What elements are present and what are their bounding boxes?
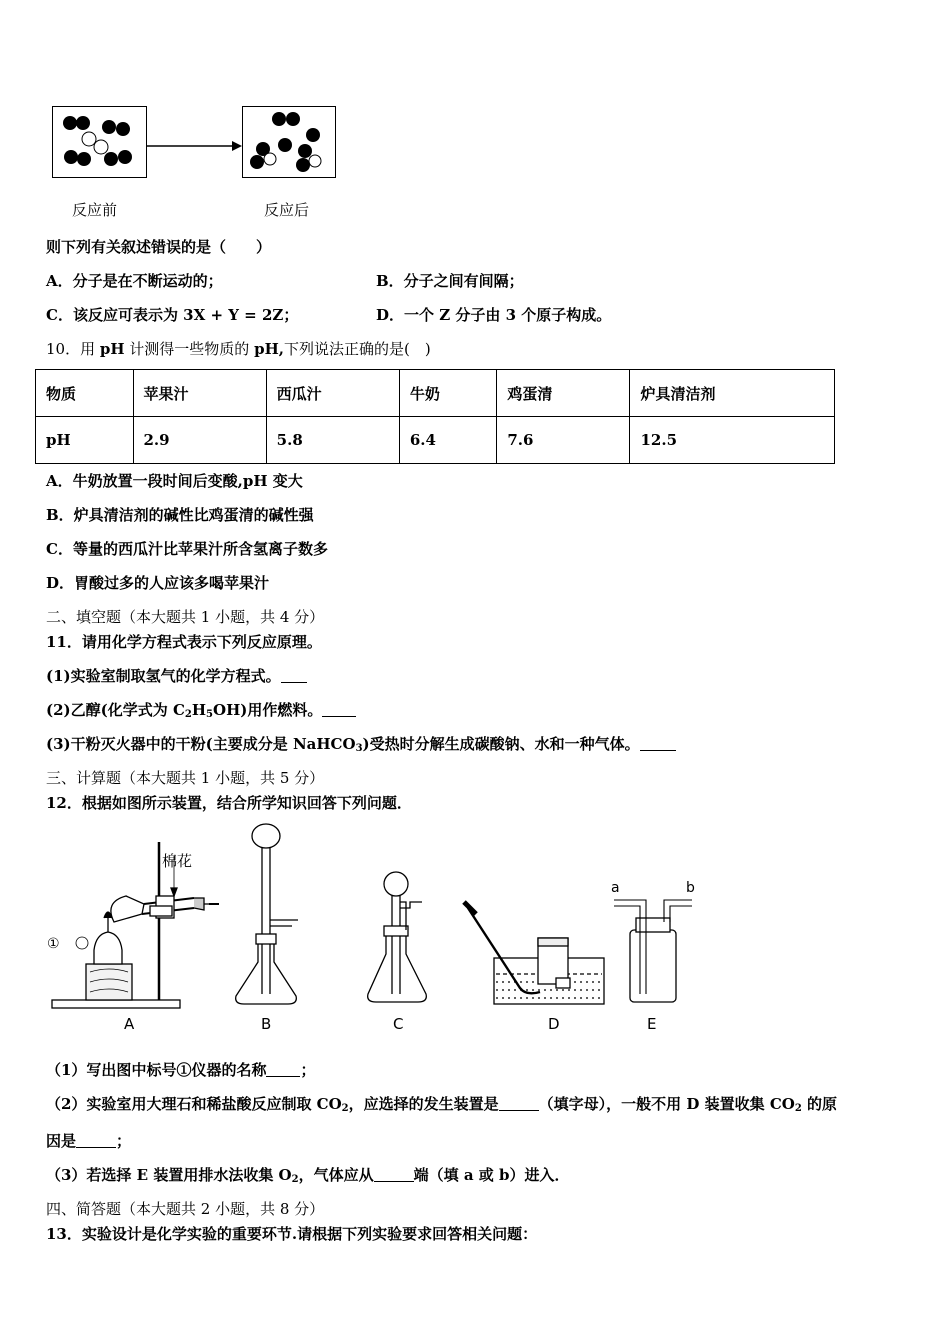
table-cell: 5.8 [266,417,399,464]
table-cell: 鸡蛋清 [497,370,630,417]
q10-option-b: B．炉具清洁剂的碱性比鸡蛋清的碱性强 [46,506,314,524]
table-cell: 2.9 [133,417,266,464]
answer-blank[interactable] [640,736,676,751]
caption-before: 反应前 [72,201,118,219]
q10-option-d: D．胃酸过多的人应该多喝苹果汁 [46,574,270,592]
section-heading-3: 三、计算题（本大题共 1 小题，共 5 分） [46,769,325,787]
table-cell: 物质 [36,370,134,417]
q10-option-a: A．牛奶放置一段时间后变酸,pH 变大 [46,472,303,490]
label-e: E [647,1015,657,1033]
before-molecules-diagram [53,107,146,177]
answer-blank[interactable] [374,1167,414,1182]
q12-part-2-cont: 因是 ； [46,1132,132,1150]
q9-option-d: D．一个 Z 分子由 3 个原子构成。 [376,306,612,324]
q9-stem: 则下列有关叙述错误的是（ ） [46,238,272,256]
reaction-arrow [146,136,242,156]
port-b-label: b [686,880,695,896]
label-c: C [393,1015,404,1033]
q11-part-1: (1)实验室制取氢气的化学方程式。 [46,665,307,686]
table-cell: 牛奶 [399,370,497,417]
table-cell: 西瓜汁 [266,370,399,417]
port-a-label: a [611,880,620,896]
table-row [36,417,835,464]
after-molecules-diagram [243,107,335,177]
q12-part-2: （2）实验室用大理石和稀盐酸反应制取 $CO_2$，应选择的发生装置是 （填字母），一般不用 D 装置收集 $CO_2$ 的原 [46,1095,838,1114]
q12-part-1: （1）写出图中标号①仪器的名称 ； [46,1061,316,1079]
cotton-label: 棉花 [162,852,193,870]
answer-blank[interactable] [76,1133,116,1148]
label-a: A [124,1015,135,1033]
q10-option-c: C．等量的西瓜汁比苹果汁所含氢离子数多 [46,540,328,558]
after-reaction-box [242,106,336,178]
answer-blank[interactable] [281,668,307,683]
q9-option-a: A．分子是在不断运动的； [46,272,223,290]
section-heading-2: 二、填空题（本大题共 1 小题，共 4 分） [46,608,325,626]
marker-label: ① [47,936,60,952]
answer-blank[interactable] [266,1062,300,1077]
table-cell: pH [36,417,134,464]
table-header-row [36,370,835,417]
q13-stem: 13．实验设计是化学实验的重要环节.请根据下列实验要求回答相关问题： [46,1225,538,1243]
label-d: D [548,1015,560,1033]
q11-stem: 11．请用化学方程式表示下列反应原理。 [46,633,322,651]
label-b: B [261,1015,272,1033]
table-cell: 炉具清洁剂 [630,370,835,417]
q12-stem: 12．根据如图所示装置，结合所学知识回答下列问题． [46,794,412,812]
table-cell: 12.5 [630,417,835,464]
lab-apparatus-figure [44,822,696,1034]
q12-part-3: （3）若选择 E 装置用排水法收集 $O_2$，气体应从 端（填 a 或 b）进入． [46,1166,570,1185]
table-cell: 6.4 [399,417,497,464]
q10-stem: 10．用 pH 计测得一些物质的 pH,下列说法正确的是( ) [46,340,431,358]
q9-option-b: B．分子之间有间隔； [376,272,524,290]
apparatus-a [52,842,219,1008]
section-heading-4: 四、简答题（本大题共 2 小题，共 8 分） [46,1200,325,1218]
q11-part-3: (3)干粉灭火器中的干粉(主要成分是 NaHCO$_3$)受热时分解生成碳酸钠、水和一种气体。 [46,733,676,754]
ph-table [35,369,835,464]
q9-option-c: C．该反应可表示为 3X + Y = 2Z； [46,306,299,324]
q11-part-2: (2)乙醇(化学式为 $C_2H_5OH$)用作燃料。 [46,699,356,720]
apparatus-d [464,902,604,1004]
answer-blank[interactable] [322,702,356,717]
before-reaction-box [52,106,147,178]
table-cell: 7.6 [497,417,630,464]
apparatus-c [368,872,427,1002]
apparatus-e [614,900,692,1002]
apparatus-b [236,824,298,1004]
table-cell: 苹果汁 [133,370,266,417]
caption-after: 反应后 [264,201,310,219]
answer-blank[interactable] [499,1096,539,1111]
